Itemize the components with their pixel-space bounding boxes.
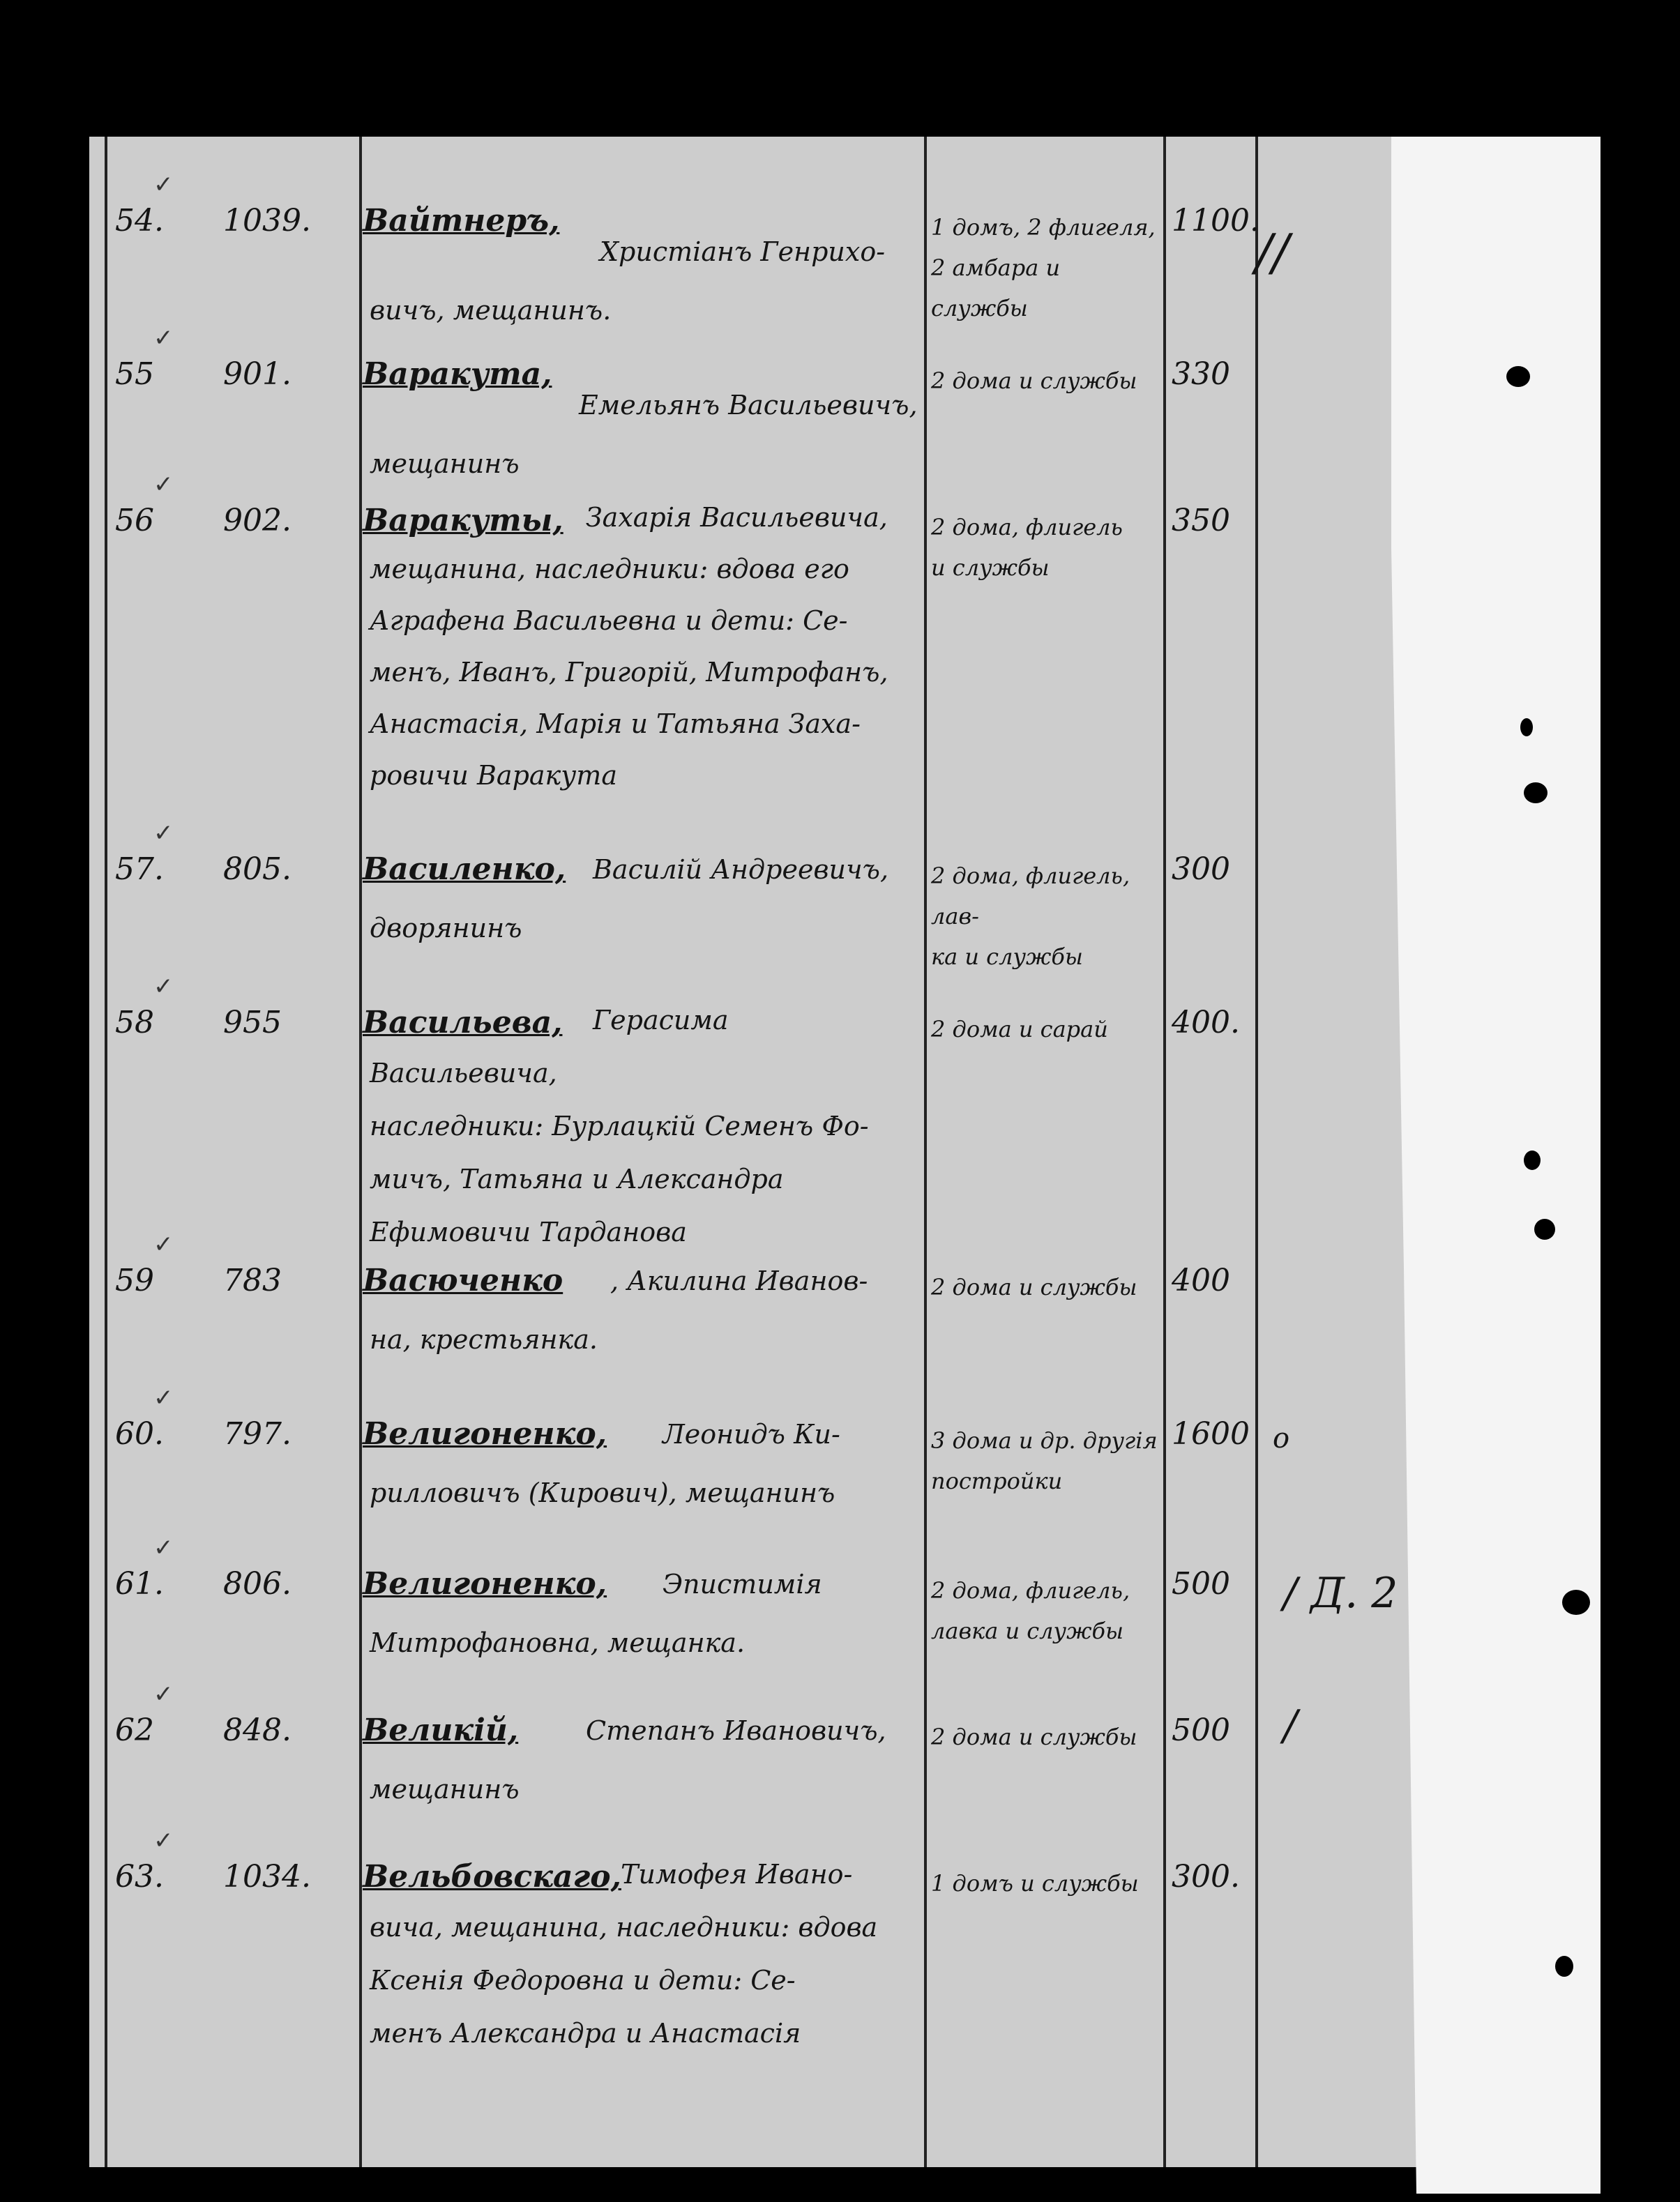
- property-description: 1 домъ и службы: [931, 1870, 1139, 1897]
- surname: Василенко,: [363, 851, 566, 887]
- column-rule-2: [359, 137, 362, 2167]
- amount: 400: [1172, 1263, 1230, 1298]
- punch-hole: [1555, 1956, 1573, 1977]
- amount: 330: [1172, 356, 1230, 392]
- margin-mark-62: /: [1283, 1701, 1298, 1750]
- surname: Васильева,: [363, 1005, 563, 1040]
- entry-number: 60.: [115, 1416, 164, 1452]
- property-description: 2 дома и службы: [931, 1724, 1137, 1750]
- reference-number: 848.: [223, 1713, 292, 1748]
- reference-number: 797.: [223, 1416, 292, 1452]
- entry-number: 59: [115, 1263, 154, 1298]
- owner-details: Тимофея Ивано- вича, мещанина, наследники: вдова Ксенія Федоровна и дети: Се- менъ Александра и Анастасія: [370, 1859, 878, 2049]
- table-row: [0, 1384, 1680, 1508]
- paper-edge-strip: [1391, 137, 1600, 2194]
- surname: Вайтнеръ,: [363, 203, 560, 238]
- amount: 350: [1172, 503, 1230, 538]
- check-mark: ✓: [153, 1534, 174, 1562]
- owner-details: Василій Андреевичъ, дворянинъ: [370, 854, 889, 943]
- column-rule-5: [1255, 137, 1258, 2167]
- reference-number: 955: [223, 1005, 282, 1040]
- table-row: [0, 1827, 1680, 2049]
- surname: Велигоненко,: [363, 1416, 607, 1452]
- amount: 1600: [1172, 1416, 1250, 1452]
- amount: 1100.: [1172, 203, 1259, 238]
- margin-mark-60: о: [1273, 1422, 1290, 1455]
- entry-number: 63.: [115, 1859, 164, 1895]
- owner-details: Эпистимія Митрофановна, мещанка.: [370, 1569, 822, 1658]
- entry-number: 55: [115, 356, 154, 392]
- reference-number: 783: [223, 1263, 282, 1298]
- punch-hole: [1524, 782, 1547, 803]
- reference-number: 1034.: [223, 1859, 311, 1895]
- punch-hole: [1506, 366, 1530, 387]
- entry-number: 58: [115, 1005, 154, 1040]
- surname: Варакута,: [363, 356, 552, 392]
- property-description: 2 дома, флигель, лавка и службы: [931, 1577, 1130, 1644]
- margin-mark-61: / Д. 2: [1283, 1569, 1398, 1618]
- reference-number: 1039.: [223, 203, 311, 238]
- amount: 300: [1172, 851, 1230, 887]
- surname: Вельбовскаго,: [363, 1859, 621, 1895]
- property-description: 2 дома и службы: [931, 1274, 1137, 1300]
- column-rule-4: [1163, 137, 1166, 2167]
- punch-hole: [1524, 1151, 1541, 1170]
- check-mark: ✓: [153, 324, 174, 352]
- punch-hole: [1562, 1590, 1590, 1615]
- table-row: [0, 171, 1680, 326]
- amount: 500: [1172, 1566, 1230, 1602]
- check-mark: ✓: [153, 471, 174, 499]
- table-row: [0, 973, 1680, 1247]
- margin-mark-54: //: [1255, 223, 1289, 282]
- entry-number: 57.: [115, 851, 164, 887]
- table-row: [0, 819, 1680, 970]
- property-description: 2 дома, флигель и службы: [931, 514, 1123, 581]
- check-mark: ✓: [153, 819, 174, 847]
- entry-number: 54.: [115, 203, 164, 238]
- property-description: 2 дома и сарай: [931, 1016, 1108, 1042]
- check-mark: ✓: [153, 1384, 174, 1412]
- table-row: [0, 1680, 1680, 1805]
- entry-number: 62: [115, 1713, 154, 1748]
- owner-details: , Акилина Иванов- на, крестьянка.: [370, 1266, 868, 1355]
- table-row: [0, 1231, 1680, 1355]
- check-mark: ✓: [153, 171, 174, 199]
- check-mark: ✓: [153, 973, 174, 1001]
- check-mark: ✓: [153, 1827, 174, 1855]
- owner-details: Захарія Васильевича, мещанина, наследники: вдова его Аграфена Васильевна и дети: Се- менъ, Иванъ, Григорій, Митрофанъ, Анастасія, Марія и Татьяна Заха- ровичи Варакута: [370, 502, 888, 791]
- punch-hole: [1534, 1219, 1555, 1240]
- reference-number: 806.: [223, 1566, 292, 1602]
- column-rule-3: [924, 137, 927, 2167]
- table-row: [0, 324, 1680, 479]
- surname: Великій,: [363, 1713, 519, 1748]
- reference-number: 902.: [223, 503, 292, 538]
- property-description: 1 домъ, 2 флигеля, 2 амбара и службы: [931, 214, 1156, 321]
- reference-number: 901.: [223, 356, 292, 392]
- property-description: 2 дома, флигель, лав- ка и службы: [931, 863, 1130, 970]
- owner-details: Христіанъ Генрихо- вичъ, мещанинъ.: [370, 236, 886, 326]
- table-row: [0, 471, 1680, 791]
- amount: 300.: [1172, 1859, 1240, 1895]
- entry-number: 61.: [115, 1566, 164, 1602]
- owner-details: Герасима Васильевича, наследники: Бурлацкій Семенъ Фо- мичъ, Татьяна и Александра Ефимовичи Тарданова: [370, 1005, 869, 1247]
- amount: 400.: [1172, 1005, 1240, 1040]
- surname: Велигоненко,: [363, 1566, 607, 1602]
- column-rule-1: [105, 137, 107, 2167]
- owner-details: Леонидъ Ки- рилловичъ (Кирович), мещанинъ: [370, 1419, 840, 1508]
- entry-number: 56: [115, 503, 154, 538]
- reference-number: 805.: [223, 851, 292, 887]
- punch-hole: [1520, 718, 1533, 736]
- amount: 500: [1172, 1713, 1230, 1748]
- owner-details: Емельянъ Васильевичъ, мещанинъ: [370, 390, 918, 479]
- check-mark: ✓: [153, 1680, 174, 1708]
- check-mark: ✓: [153, 1231, 174, 1259]
- surname: Варакуты,: [363, 503, 563, 538]
- property-description: 3 дома и др. другія постройки: [931, 1427, 1158, 1494]
- surname: Васюченко: [363, 1263, 563, 1298]
- property-description: 2 дома и службы: [931, 367, 1137, 394]
- owner-details: Степанъ Ивановичъ, мещанинъ: [370, 1715, 886, 1805]
